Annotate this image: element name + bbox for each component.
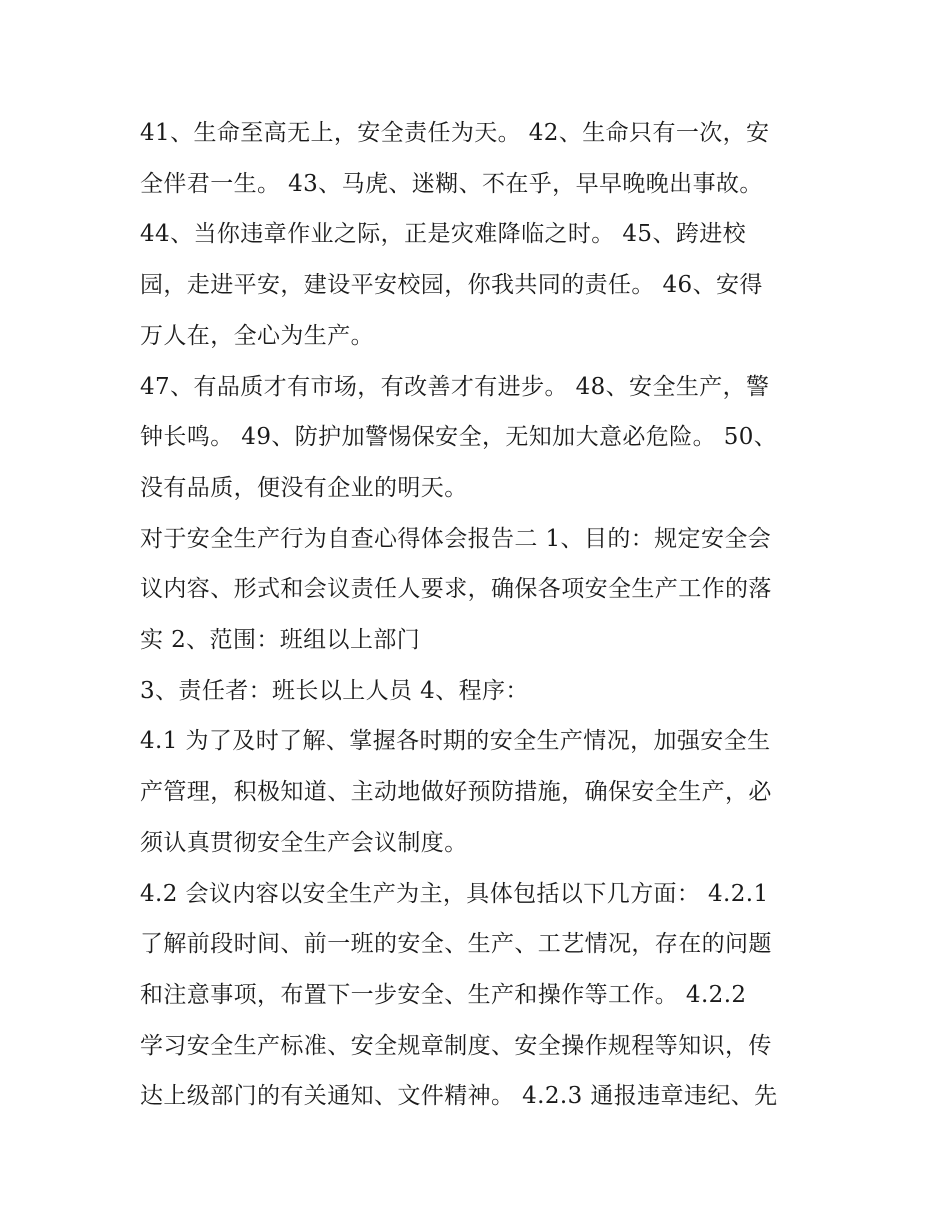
text-line: 了解前段时间、前一班的安全、生产、工艺情况，存在的问题 [140, 931, 772, 958]
text-line: 3、责任者：班长以上人员 4、程序： [140, 677, 529, 704]
text-line: 4.2 会议内容以安全生产为主，具体包括以下几方面： 4.2.1 [140, 880, 769, 907]
text-line: 达上级部门的有关通知、文件精神。 4.2.3 通报违章违纪、先 [140, 1083, 778, 1110]
text-line: 产管理，积极知道、主动地做好预防措施，确保安全生产，必 [140, 779, 772, 806]
text-line: 须认真贯彻安全生产会议制度。 [140, 829, 468, 856]
text-line: 和注意事项，布置下一步安全、生产和操作等工作。 4.2.2 [140, 981, 747, 1008]
document-body [140, 108, 830, 1122]
text-line: 全伴君一生。 43、马虎、迷糊、不在乎，早早晚晚出事故。 [140, 170, 763, 197]
text-line: 实 2、范围：班组以上部门 [140, 627, 421, 654]
text-line: 钟长鸣。 49、防护加警惕保安全，无知加大意必危险。 50、 [140, 424, 778, 451]
text-line: 4.1 为了及时了解、掌握各时期的安全生产情况，加强安全生 [140, 728, 771, 755]
text-line: 47、有品质才有市场，有改善才有进步。 48、安全生产，警 [140, 373, 770, 400]
text-line: 没有品质，便没有企业的明天。 [140, 474, 468, 501]
text-line: 园，走进平安，建设平安校园，你我共同的责任。 46、安得 [140, 272, 763, 299]
text-line: 44、当你违章作业之际，正是灾难降临之时。 45、跨进校 [140, 221, 747, 248]
text-line: 学习安全生产标准、安全规章制度、安全操作规程等知识，传 [140, 1032, 772, 1059]
text-line: 对于安全生产行为自查心得体会报告二 1、目的：规定安全会 [140, 525, 772, 552]
text-line: 41、生命至高无上，安全责任为天。 42、生命只有一次，安 [140, 120, 770, 146]
text-line: 议内容、形式和会议责任人要求，确保各项安全生产工作的落 [140, 576, 772, 603]
text-line: 万人在，全心为生产。 [140, 322, 374, 349]
